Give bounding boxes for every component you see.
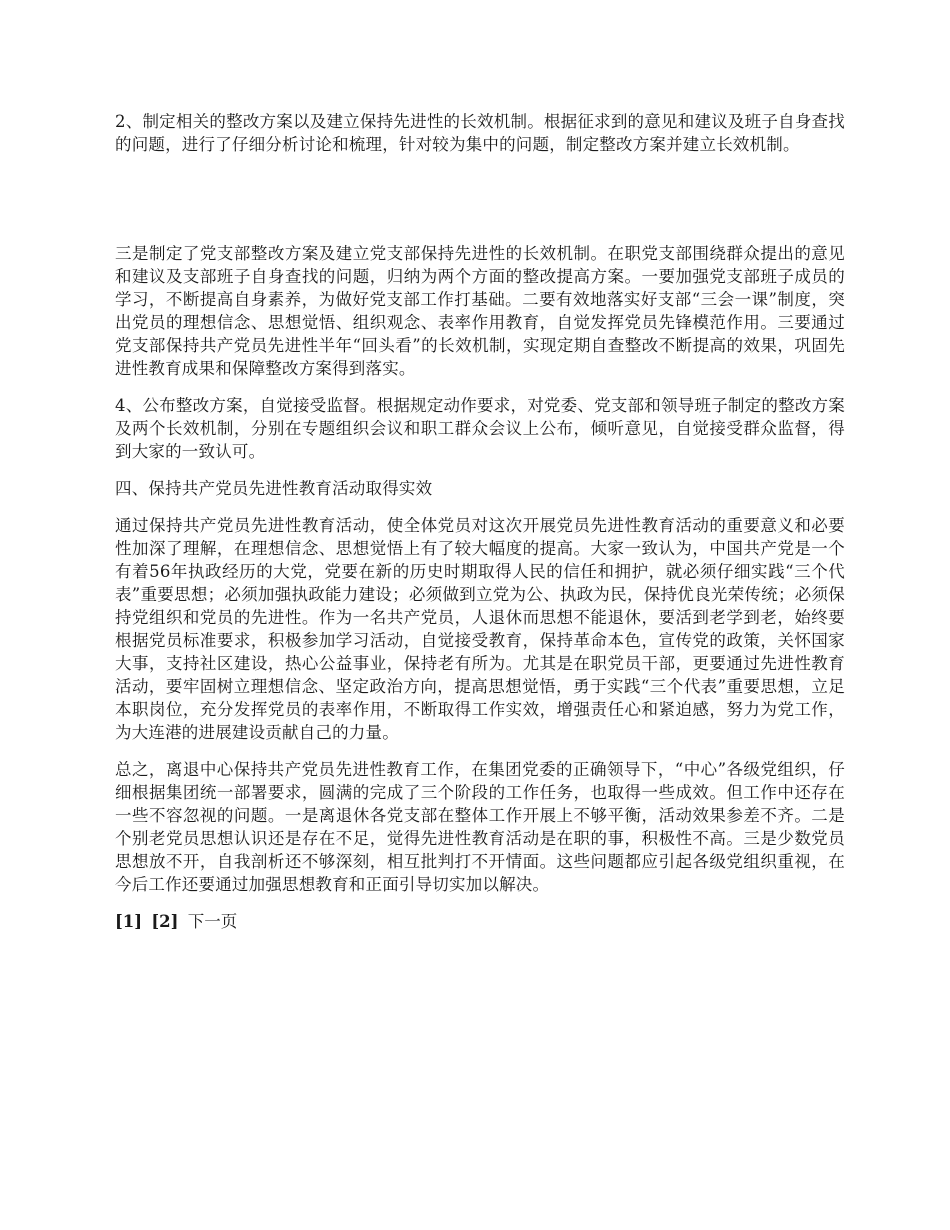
- page-link-2[interactable]: [2]: [151, 912, 179, 931]
- paragraph-conclusion: 总之，离退中心保持共产党员先进性教育工作，在集团党委的正确领导下，“中心”各级党组织，仔细根据集团统一部署要求，圆满的完成了三个阶段的工作任务，也取得一些成效。但工作中还存在一些不容忽视的问题。一是离退休各党支部在整体工作开展上不够平衡，活动效果参差不齐。二是个别老党员思想认识还是存在不足，觉得先进性教育活动是在职的事，积极性不高。三是少数党员思想放不开，自我剖析还不够深刻，相互批判打不开情面。这些问题都应引起各级党组织重视，在今后工作还要通过加强思想教育和正面引导切实加以解决。: [115, 760, 845, 894]
- pagination: [115, 910, 845, 933]
- page-link-1[interactable]: [1]: [115, 912, 143, 931]
- paragraph-results: 通过保持共产党员先进性教育活动，使全体党员对这次开展党员先进性教育活动的重要意义和必要性加深了理解，在理想信念、思想觉悟上有了较大幅度的提高。大家一致认为，中国共产党是一个有着56年执政经历的大党，党要在新的历史时期取得人民的信任和拥护，就必须仔细实践“三个代表”重要思想；必须加强执政能力建设；必须做到立党为公、执政为民，保持优良光荣传统；必须保持党组织和党员的先进性。作为一名共产党员，人退休而思想不能退休，要活到老学到老，始终要根据党员标准要求，积极参加学习活动，自觉接受教育，保持革命本色，宣传党的政策，关怀国家大事，支持社区建设，热心公益事业，保持老有所为。尤其是在职党员干部，更要通过先进性教育活动，要牢固树立理想信念、坚定政治方向，提高思想觉悟，勇于实践“三个代表”重要思想，立足本职岗位，充分发挥党员的表率作用，不断取得工作实效，增强责任心和紧迫感，努力为党工作，为大连港的进展建设贡献自己的力量。: [115, 516, 845, 742]
- next-page-link[interactable]: 下一页: [187, 912, 238, 931]
- paragraph-branch-mechanism: 三是制定了党支部整改方案及建立党支部保持先进性的长效机制。在职党支部围绕群众提出的意见和建议及支部班子自身查找的问题，归纳为两个方面的整改提高方案。一要加强党支部班子成员的学习，不断提高自身素养，为做好党支部工作打基础。二要有效地落实好支部“三会一课”制度，突出党员的理想信念、思想觉悟、组织观念、表率作用教育，自觉发挥党员先锋模范作用。三要通过党支部保持共产党员先进性半年“回头看”的长效机制，实现定期自查整改不断提高的效果，巩固先进性教育成果和保障整改方案得到落实。: [115, 244, 845, 378]
- section-heading: 四、保持共产党员先进性教育活动取得实效: [115, 479, 433, 498]
- document-body: [115, 110, 845, 933]
- paragraph-publish-plan: 4、公布整改方案，自觉接受监督。根据规定动作要求，对党委、党支部和领导班子制定的整改方案及两个长效机制，分别在专题组织会议和职工群众会议上公布，倾听意见，自觉接受群众监督，得到大家的一致认可。: [115, 396, 845, 461]
- paragraph-rectification-plan: 2、制定相关的整改方案以及建立保持先进性的长效机制。根据征求到的意见和建议及班子自身查找的问题，进行了仔细分析讨论和梳理，针对较为集中的问题，制定整改方案并建立长效机制。: [115, 112, 845, 154]
